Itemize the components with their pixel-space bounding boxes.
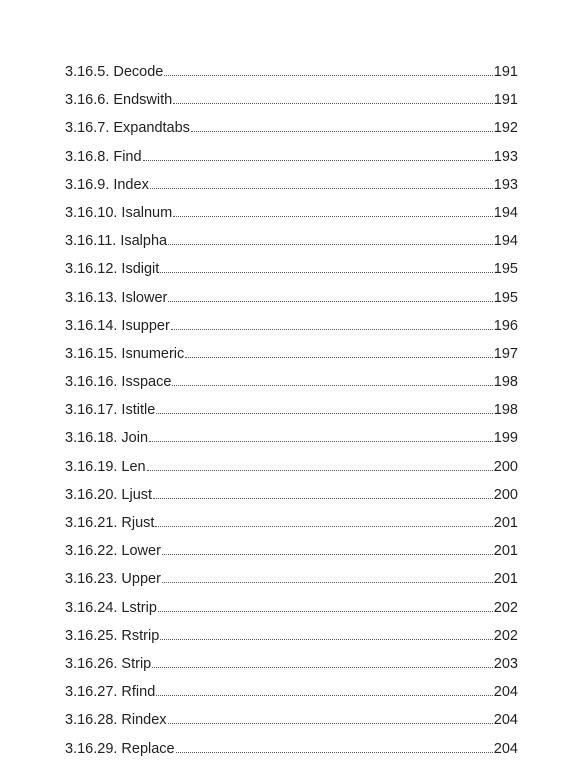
toc-entry[interactable] — [65, 227, 518, 255]
toc-entry-number: 3.16.10. — [65, 204, 118, 221]
toc-entry-page-number: 194 — [493, 233, 518, 250]
toc-entry-title: Isalpha — [120, 233, 168, 250]
toc-entry-title: Replace — [121, 740, 175, 757]
dot-leader — [158, 611, 493, 612]
toc-entry-title: Isalnum — [121, 204, 173, 221]
dot-leader — [152, 667, 493, 668]
dot-leader — [147, 470, 493, 471]
toc-entry-title: Decode — [113, 64, 164, 80]
toc-entry-title: Ljust — [121, 486, 153, 503]
toc-entry[interactable] — [65, 86, 518, 114]
dot-leader — [160, 639, 493, 640]
toc-entry[interactable] — [65, 481, 518, 509]
toc-entry[interactable] — [65, 735, 518, 763]
toc-entry-page-number: 200 — [493, 458, 518, 475]
dot-leader — [162, 582, 493, 583]
toc-entry-number: 3.16.27. — [65, 684, 118, 701]
toc-entry-title: Len — [121, 458, 146, 475]
toc-entry-page-number: 193 — [493, 148, 518, 165]
toc-entry-page-number: 203 — [493, 655, 518, 672]
toc-entry-number: 3.16.25. — [65, 627, 118, 644]
toc-entry-page-number: 198 — [493, 374, 518, 391]
dot-leader — [162, 554, 493, 555]
toc-entry-page-number: 199 — [493, 430, 518, 447]
toc-entry-title: Rstrip — [121, 627, 160, 644]
toc-entry-page-number: 191 — [493, 64, 518, 80]
toc-entry-title: Islower — [121, 289, 168, 306]
toc-entry[interactable] — [65, 340, 518, 368]
toc-entry-title: Rindex — [121, 712, 167, 729]
toc-entry[interactable] — [65, 706, 518, 734]
toc-entry[interactable] — [65, 284, 518, 312]
toc-entry-number: 3.16.15. — [65, 345, 118, 362]
toc-entry[interactable] — [65, 509, 518, 537]
toc-entry[interactable] — [65, 424, 518, 452]
toc-entry[interactable] — [65, 255, 518, 283]
toc-entry-page-number: 195 — [493, 289, 518, 306]
toc-entry-page-number: 198 — [493, 402, 518, 419]
toc-entry-number: 3.16.19. — [65, 458, 118, 475]
toc-entry[interactable] — [65, 199, 518, 227]
toc-entry-title: Isnumeric — [121, 345, 185, 362]
toc-entry-number: 3.16.5. — [65, 64, 110, 80]
toc-entry-number: 3.16.18. — [65, 430, 118, 447]
dot-leader — [185, 357, 493, 358]
toc-entry[interactable] — [65, 114, 518, 142]
toc-entry-title: Index — [113, 176, 149, 193]
toc-entry-number: 3.16.24. — [65, 599, 118, 616]
dot-leader — [173, 216, 493, 217]
toc-entry-number: 3.16.6. — [65, 92, 110, 109]
toc-entry-number: 3.16.13. — [65, 289, 118, 306]
toc-entry-page-number: 204 — [493, 684, 518, 701]
dot-leader — [171, 329, 493, 330]
toc-entry-page-number: 196 — [493, 317, 518, 334]
toc-entry-title: Istitle — [121, 402, 156, 419]
dot-leader — [173, 103, 493, 104]
toc-entry[interactable] — [65, 678, 518, 706]
dot-leader — [176, 752, 493, 753]
toc-entry-number: 3.16.16. — [65, 374, 118, 391]
toc-entry-page-number: 195 — [493, 261, 518, 278]
toc-entry[interactable] — [65, 312, 518, 340]
table-of-contents — [65, 58, 518, 763]
toc-entry-number: 3.16.17. — [65, 402, 118, 419]
toc-entry[interactable] — [65, 143, 518, 171]
toc-entry-title: Isupper — [121, 317, 170, 334]
toc-entry-page-number: 202 — [493, 599, 518, 616]
toc-entry-number: 3.16.29. — [65, 740, 118, 757]
toc-entry-title: Upper — [121, 571, 161, 588]
toc-entry[interactable] — [65, 565, 518, 593]
toc-entry[interactable] — [65, 594, 518, 622]
toc-entry-title: Find — [113, 148, 142, 165]
toc-entry-page-number: 201 — [493, 571, 518, 588]
toc-entry-title: Lower — [121, 543, 161, 560]
toc-entry-page-number: 191 — [493, 92, 518, 109]
dot-leader — [150, 188, 493, 189]
dot-leader — [191, 131, 493, 132]
toc-entry-number: 3.16.23. — [65, 571, 118, 588]
toc-entry-number: 3.16.20. — [65, 486, 118, 503]
toc-entry-page-number: 201 — [493, 515, 518, 531]
dot-leader — [160, 272, 492, 273]
toc-entry-page-number: 192 — [493, 120, 518, 137]
toc-entry-number: 3.16.11. — [65, 233, 117, 250]
toc-entry-number: 3.16.9. — [65, 176, 110, 193]
dot-leader — [156, 695, 493, 696]
dot-leader — [143, 160, 493, 161]
toc-entry[interactable] — [65, 453, 518, 481]
dot-leader — [164, 75, 492, 76]
toc-entry-title: Lstrip — [121, 599, 157, 616]
toc-entry-title: Isspace — [121, 374, 172, 391]
toc-entry-page-number: 197 — [493, 345, 518, 362]
toc-entry-title: Rjust — [121, 515, 155, 531]
toc-entry-title: Join — [121, 430, 149, 447]
dot-leader — [149, 441, 493, 442]
dot-leader — [172, 385, 492, 386]
toc-entry[interactable] — [65, 622, 518, 650]
toc-entry[interactable] — [65, 537, 518, 565]
toc-entry-title: Strip — [121, 655, 152, 672]
toc-entry[interactable] — [65, 368, 518, 396]
toc-entry-number: 3.16.8. — [65, 148, 110, 165]
toc-entry-page-number: 202 — [493, 627, 518, 644]
toc-entry[interactable] — [65, 171, 518, 199]
toc-entry[interactable] — [65, 650, 518, 678]
toc-entry-number: 3.16.12. — [65, 261, 118, 278]
toc-entry-title: Expandtabs — [113, 120, 190, 137]
toc-entry-page-number: 204 — [493, 740, 518, 757]
toc-entry-number: 3.16.21. — [65, 515, 118, 531]
toc-entry-page-number: 200 — [493, 486, 518, 503]
toc-entry-number: 3.16.22. — [65, 543, 118, 560]
dot-leader — [168, 301, 492, 302]
toc-entry-number: 3.16.7. — [65, 120, 110, 137]
dot-leader — [153, 498, 493, 499]
toc-entry-number: 3.16.14. — [65, 317, 118, 334]
dot-leader — [168, 244, 493, 245]
toc-entry[interactable] — [65, 396, 518, 424]
dot-leader — [155, 526, 492, 527]
toc-entry-title: Rfind — [121, 684, 156, 701]
toc-entry-page-number: 194 — [493, 204, 518, 221]
toc-entry-page-number: 193 — [493, 176, 518, 193]
toc-entry-number: 3.16.26. — [65, 655, 118, 672]
toc-entry-page-number: 201 — [493, 543, 518, 560]
dot-leader — [156, 413, 493, 414]
toc-entry-title: Isdigit — [121, 261, 160, 278]
toc-entry-title: Endswith — [113, 92, 173, 109]
toc-entry[interactable] — [65, 58, 518, 86]
toc-entry-page-number: 204 — [493, 712, 518, 729]
toc-entry-number: 3.16.28. — [65, 712, 118, 729]
dot-leader — [168, 723, 493, 724]
